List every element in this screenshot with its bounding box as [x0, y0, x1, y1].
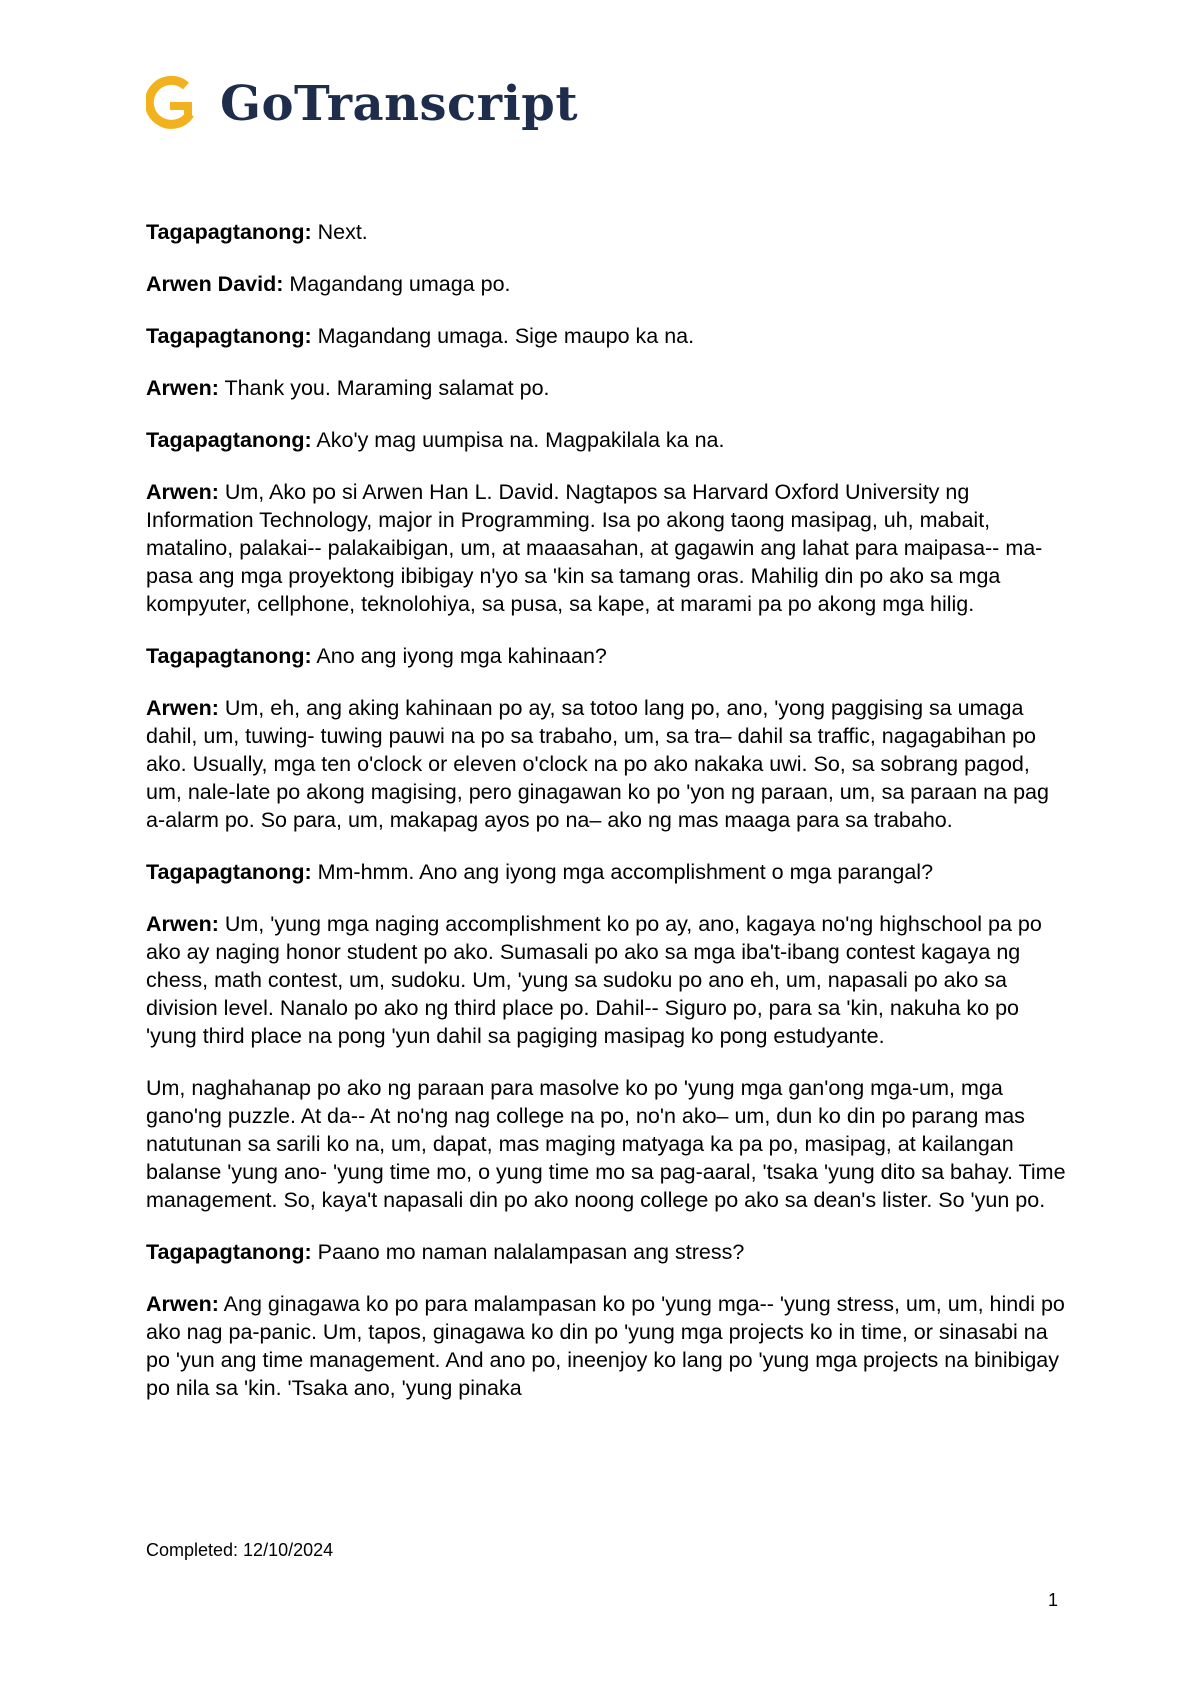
- speaker-label: Tagapagtanong:: [146, 220, 312, 244]
- utterance-text: Magandang umaga. Sige maupo ka na.: [311, 324, 695, 348]
- speaker-label: Tagapagtanong:: [146, 324, 312, 348]
- transcript-paragraph: [146, 1074, 1066, 1214]
- transcript-paragraph: [146, 270, 1066, 298]
- gotranscript-logo: [146, 72, 578, 136]
- speaker-label: Tagapagtanong:: [146, 644, 312, 668]
- transcript-paragraph: [146, 910, 1066, 1050]
- transcript-paragraph: [146, 374, 1066, 402]
- utterance-text: Magandang umaga po.: [283, 272, 511, 296]
- transcript-paragraph: [146, 1238, 1066, 1266]
- speaker-label: Arwen:: [146, 912, 219, 936]
- transcript-paragraph: [146, 858, 1066, 886]
- transcript-paragraph: [146, 218, 1066, 246]
- speaker-label: Arwen:: [146, 696, 219, 720]
- utterance-text: Um, naghahanap po ako ng paraan para masolve ko po 'yung mga gan'ong mga-um, mga gano'ng puzzle. At da-- At no'ng nag college na po, no'n ako– um, dun ko din po parang mas natutunan sa sarili ko na, um, dapat, mas maging matyaga ka pa po, masipag, at kailangan balanse 'yung ano- 'yung time mo, o yung time mo sa pag-aaral, 'tsaka 'yung dito sa bahay. Time management. So, kaya't napasali din po ako noong college po ako sa dean's lister. So 'yun po.: [146, 1076, 1066, 1212]
- utterance-text: Thank you. Maraming salamat po.: [218, 376, 550, 400]
- page-number: 1: [1047, 1590, 1058, 1610]
- speaker-label: Arwen David:: [146, 272, 284, 296]
- transcript-paragraph: [146, 322, 1066, 350]
- utterance-text: Ano ang iyong mga kahinaan?: [311, 644, 607, 668]
- transcript-paragraph: [146, 426, 1066, 454]
- logo-wordmark: GoTranscript: [220, 76, 579, 132]
- gotranscript-g-logo-icon: [146, 74, 198, 134]
- speaker-label: Arwen:: [146, 1292, 219, 1316]
- utterance-text: Ako'y mag uumpisa na. Magpakilala ka na.: [311, 428, 725, 452]
- speaker-label: Arwen:: [146, 376, 219, 400]
- utterance-text: Next.: [311, 220, 368, 244]
- speaker-label: Tagapagtanong:: [146, 860, 312, 884]
- utterance-text: Um, Ako po si Arwen Han L. David. Nagtapos sa Harvard Oxford University ng Information Technology, major in Programming. Isa po akong taong masipag, uh, mabait, matalino, palakai-- palakaibigan, um, at maaasahan, at gagawin ang lahat para maipasa-- ma-pasa ang mga proyektong ibibigay n'yo sa 'kin sa tamang oras. Mahilig din po ako sa mga kompyuter, cellphone, teknolohiya, sa pusa, sa kape, at marami pa po akong mga hilig.: [146, 480, 1043, 616]
- transcript-paragraph: [146, 642, 1066, 670]
- transcript-body: [146, 218, 1066, 1426]
- speaker-label: Arwen:: [146, 480, 219, 504]
- utterance-text: Paano mo naman nalalampasan ang stress?: [311, 1240, 745, 1264]
- speaker-label: Tagapagtanong:: [146, 428, 312, 452]
- transcript-paragraph: [146, 1290, 1066, 1402]
- utterance-text: Um, 'yung mga naging accomplishment ko po ay, ano, kagaya no'ng highschool pa po ako ay naging honor student po ako. Sumasali po ako sa mga iba't-ibang contest kagaya ng chess, math contest, um, sudoku. Um, 'yung sa sudoku po ano eh, um, napasali po ako sa division level. Nanalo po ako ng third place po. Dahil-- Siguro po, para sa 'kin, nakuha ko po 'yung third place na pong 'yun dahil sa pagiging masipag ko pong estudyante.: [146, 912, 1042, 1048]
- transcript-paragraph: [146, 694, 1066, 834]
- utterance-text: Um, eh, ang aking kahinaan po ay, sa totoo lang po, ano, 'yong paggising sa umaga dahil, um, tuwing- tuwing pauwi na po sa trabaho, um, sa tra– dahil sa traffic, nagagabihan po ako. Usually, mga ten o'clock or eleven o'clock na po ako nakaka uwi. So, sa sobrang pagod, um, nale-late po akong magising, pero ginagawan ko po 'yon ng paraan, um, sa paraan na pag a-alarm po. So para, um, makapag ayos po na– ako ng mas maaga para sa trabaho.: [146, 696, 1049, 832]
- utterance-text: Ang ginagawa ko po para malampasan ko po 'yung mga-- 'yung stress, um, um, hindi po ako nag pa-panic. Um, tapos, ginagawa ko din po 'yung mga projects ko in time, or sinasabi na po 'yun ang time management. And ano po, ineenjoy ko lang po 'yung mga projects na binibigay po nila sa 'kin. 'Tsaka ano, 'yung pinaka: [146, 1292, 1065, 1400]
- completed-date: Completed: 12/10/2024: [146, 1540, 334, 1560]
- utterance-text: Mm-hmm. Ano ang iyong mga accomplishment o mga parangal?: [311, 860, 934, 884]
- speaker-label: Tagapagtanong:: [146, 1240, 312, 1264]
- transcript-paragraph: [146, 478, 1066, 618]
